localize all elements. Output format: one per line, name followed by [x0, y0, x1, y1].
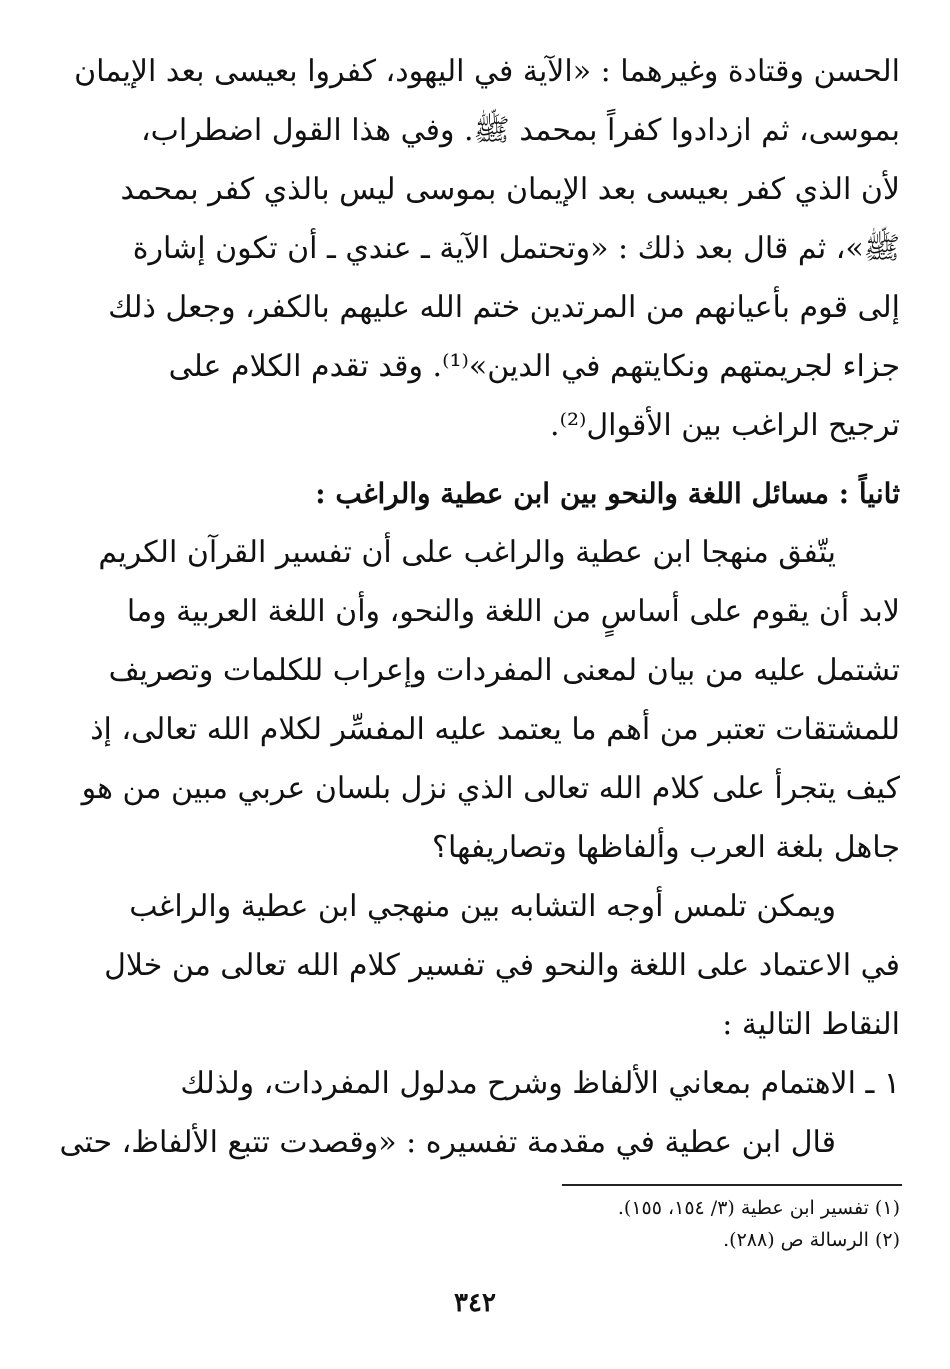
main-text — [50, 42, 900, 1172]
paragraph-line: جاهل بلغة العرب وألفاظها وتصاريفها؟ — [432, 830, 900, 865]
body-line: ﷺ»، ثم قال بعد ذلك : «وتحتمل الآية ـ عندي ـ أن تكون إشارة — [132, 231, 900, 266]
paragraph-line: في الاعتماد على اللغة والنحو في تفسير كلام الله تعالى من خلال — [104, 948, 900, 983]
body-line: الحسن وقتادة وغيرهما : «الآية في اليهود، كفروا بعيسى بعد الإيمان — [74, 54, 900, 89]
paragraph-line: للمشتقات تعتبر من أهم ما يعتمد عليه المفسِّر لكلام الله تعالى، إذ — [90, 712, 900, 747]
page-number: ٣٤٢ — [454, 1288, 496, 1318]
body-line: لأن الذي كفر بعيسى بعد الإيمان بموسى ليس بالذي كفر بمحمد — [120, 172, 900, 207]
paragraph-line: النقاط التالية : — [722, 1007, 900, 1042]
paragraph-line: يتّفق منهجا ابن عطية والراغب على أن تفسير القرآن الكريم — [98, 535, 836, 570]
section-heading: ثانياً : مسائل اللغة والنحو بين ابن عطية والراغب : — [315, 477, 900, 510]
list-item-line: قال ابن عطية في مقدمة تفسيره : «وقصدت تتبع الألفاظ، حتى — [59, 1125, 836, 1160]
body-line: ترجيح الراغب بين الأقوال⁽²⁾. — [550, 408, 900, 443]
paragraph-line: ويمكن تلمس أوجه التشابه بين منهجي ابن عطية والراغب — [129, 889, 836, 924]
footnote: (١) تفسير ابن عطية (٣/ ١٥٤، ١٥٥). — [617, 1197, 900, 1219]
body-line: بموسى، ثم ازدادوا كفراً بمحمد ﷺ. وفي هذا القول اضطراب، — [140, 113, 900, 148]
footnotes — [200, 1192, 900, 1256]
list-item-line: ١ ـ الاهتمام بمعاني الألفاظ وشرح مدلول المفردات، ولذلك — [180, 1066, 900, 1101]
paragraph-line: تشتمل عليه من بيان لمعنى المفردات وإعراب للكلمات وتصريف — [108, 653, 900, 688]
body-line: إلى قوم بأعيانهم من المرتدين ختم الله عليهم بالكفر، وجعل ذلك — [108, 290, 900, 325]
footnote-divider — [562, 1184, 902, 1186]
body-line: جزاء لجريمتهم ونكايتهم في الدين»⁽¹⁾. وقد تقدم الكلام على — [168, 349, 900, 384]
footnote: (٢) الرسالة ص (٢٨٨). — [723, 1229, 900, 1251]
paragraph-line: كيف يتجرأ على كلام الله تعالى الذي نزل بلسان عربي مبين من هو — [81, 771, 900, 806]
paragraph-line: لابد أن يقوم على أساسٍ من اللغة والنحو، وأن اللغة العربية وما — [126, 594, 900, 629]
